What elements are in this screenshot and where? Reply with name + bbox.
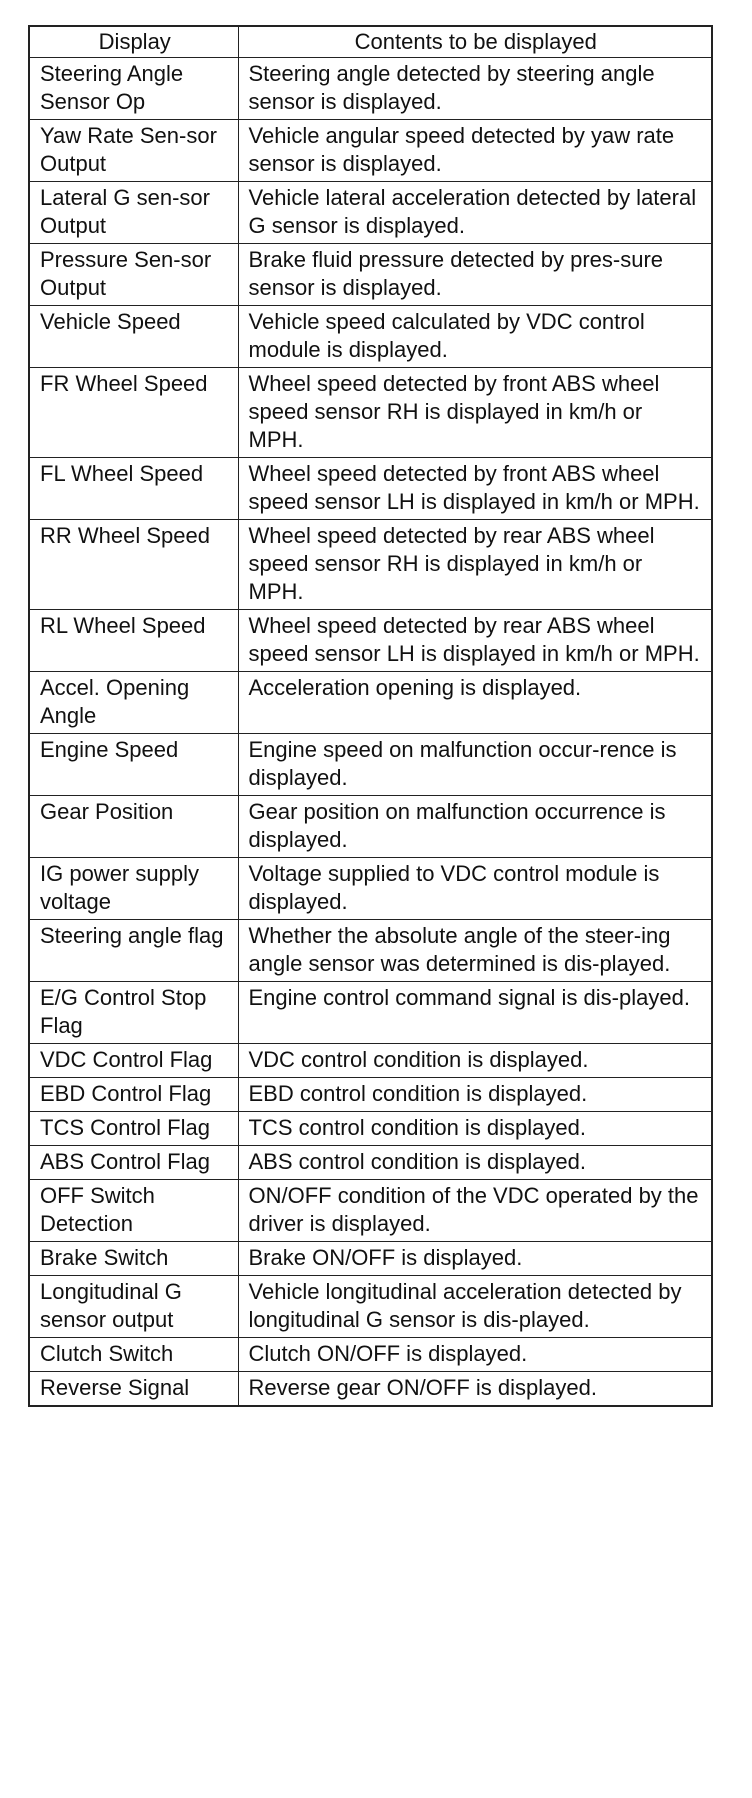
display-cell: IG power supply voltage (29, 858, 238, 920)
table-row (29, 672, 712, 734)
display-cell: Steering angle flag (29, 920, 238, 982)
contents-cell: Acceleration opening is displayed. (238, 672, 712, 734)
display-cell: ABS Control Flag (29, 1146, 238, 1180)
contents-cell: Wheel speed detected by front ABS wheel speed sensor LH is displayed in km/h or MPH. (238, 458, 712, 520)
contents-cell: EBD control condition is displayed. (238, 1078, 712, 1112)
table-row (29, 244, 712, 306)
display-cell: E/G Control Stop Flag (29, 982, 238, 1044)
display-cell: Clutch Switch (29, 1338, 238, 1372)
table-row (29, 858, 712, 920)
table-row (29, 920, 712, 982)
contents-cell: Vehicle speed calculated by VDC control module is displayed. (238, 306, 712, 368)
table-row (29, 1372, 712, 1407)
display-cell: RR Wheel Speed (29, 520, 238, 610)
table-row (29, 610, 712, 672)
contents-cell: Engine speed on malfunction occur-rence is displayed. (238, 734, 712, 796)
table-row (29, 458, 712, 520)
display-cell: Pressure Sen-sor Output (29, 244, 238, 306)
table-row (29, 58, 712, 120)
table-body (29, 58, 712, 1407)
display-cell: Accel. Opening Angle (29, 672, 238, 734)
contents-cell: Vehicle angular speed detected by yaw rate sensor is displayed. (238, 120, 712, 182)
table-row (29, 520, 712, 610)
table-row (29, 1338, 712, 1372)
contents-cell: Reverse gear ON/OFF is displayed. (238, 1372, 712, 1407)
display-cell: FR Wheel Speed (29, 368, 238, 458)
contents-cell: TCS control condition is displayed. (238, 1112, 712, 1146)
contents-cell: Engine control command signal is dis-played. (238, 982, 712, 1044)
contents-cell: Brake ON/OFF is displayed. (238, 1242, 712, 1276)
contents-cell: Gear position on malfunction occurrence is displayed. (238, 796, 712, 858)
table-row (29, 1276, 712, 1338)
contents-cell: Vehicle lateral acceleration detected by lateral G sensor is displayed. (238, 182, 712, 244)
display-cell: Yaw Rate Sen-sor Output (29, 120, 238, 182)
table-row (29, 796, 712, 858)
table-row (29, 368, 712, 458)
display-cell: Steering Angle Sensor Op (29, 58, 238, 120)
contents-cell: ON/OFF condition of the VDC operated by the driver is displayed. (238, 1180, 712, 1242)
contents-cell: ABS control condition is displayed. (238, 1146, 712, 1180)
display-cell: Engine Speed (29, 734, 238, 796)
display-cell: RL Wheel Speed (29, 610, 238, 672)
display-contents-table (28, 25, 713, 1407)
contents-cell: Steering angle detected by steering angle sensor is displayed. (238, 58, 712, 120)
display-cell: Brake Switch (29, 1242, 238, 1276)
contents-cell: Voltage supplied to VDC control module is displayed. (238, 858, 712, 920)
header-contents: Contents to be displayed (238, 26, 712, 58)
table-row (29, 1242, 712, 1276)
table-header (29, 26, 712, 58)
display-cell: TCS Control Flag (29, 1112, 238, 1146)
display-cell: OFF Switch Detection (29, 1180, 238, 1242)
display-cell: EBD Control Flag (29, 1078, 238, 1112)
display-cell: Lateral G sen-sor Output (29, 182, 238, 244)
contents-cell: Whether the absolute angle of the steer-ing angle sensor was determined is dis-played. (238, 920, 712, 982)
table-row (29, 1112, 712, 1146)
table-row (29, 982, 712, 1044)
contents-cell: Wheel speed detected by rear ABS wheel speed sensor LH is displayed in km/h or MPH. (238, 610, 712, 672)
table-row (29, 734, 712, 796)
display-cell: Vehicle Speed (29, 306, 238, 368)
contents-cell: Vehicle longitudinal acceleration detected by longitudinal G sensor is dis-played. (238, 1276, 712, 1338)
display-cell: Reverse Signal (29, 1372, 238, 1407)
display-cell: FL Wheel Speed (29, 458, 238, 520)
header-display: Display (29, 26, 238, 58)
contents-cell: Brake fluid pressure detected by pres-sure sensor is displayed. (238, 244, 712, 306)
display-cell: VDC Control Flag (29, 1044, 238, 1078)
contents-cell: Wheel speed detected by front ABS wheel speed sensor RH is displayed in km/h or MPH. (238, 368, 712, 458)
contents-cell: Wheel speed detected by rear ABS wheel speed sensor RH is displayed in km/h or MPH. (238, 520, 712, 610)
table-row (29, 306, 712, 368)
table-row (29, 1180, 712, 1242)
table-row (29, 1078, 712, 1112)
table-row (29, 1044, 712, 1078)
header-row (29, 26, 712, 58)
contents-cell: VDC control condition is displayed. (238, 1044, 712, 1078)
table-row (29, 182, 712, 244)
table-row (29, 120, 712, 182)
display-cell: Gear Position (29, 796, 238, 858)
display-cell: Longitudinal G sensor output (29, 1276, 238, 1338)
contents-cell: Clutch ON/OFF is displayed. (238, 1338, 712, 1372)
table-row (29, 1146, 712, 1180)
